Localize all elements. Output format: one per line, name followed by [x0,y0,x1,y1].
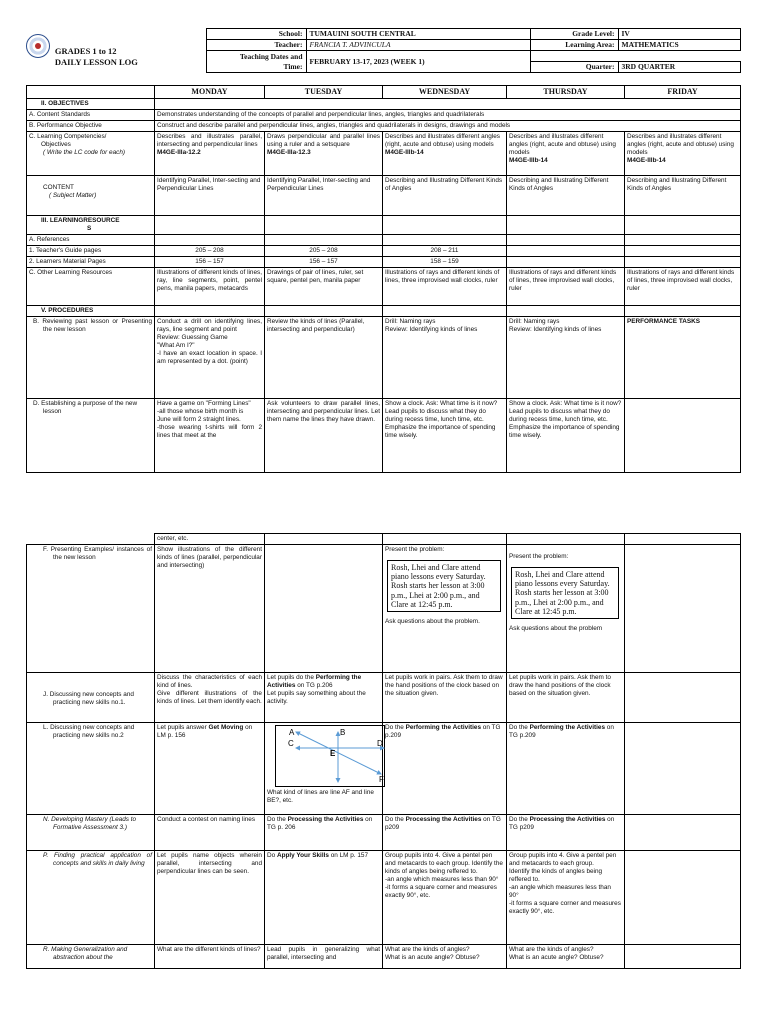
form-title [55,46,138,66]
discussing2-tuesday-question: What kind of lines are line AF and line BE?, etc. [267,789,374,804]
text-bold: Processing the Activities [287,816,364,823]
purpose-wednesday: Show a clock. Ask: What time is it now? Lead pupils to discuss what they do during recess time, lunch time, etc. Emphasize the importance of spending time wisely. [383,399,507,473]
text-bold: Get Moving [208,724,244,731]
discussing2-wednesday [383,723,507,815]
text-pre: Do the [509,816,530,823]
ask-questions-text: Ask questions about the problem [509,624,603,632]
resources-heading [27,216,155,235]
text-bold: Performing the Activities [267,674,362,689]
lm-monday: 156 – 157 [155,257,265,268]
text-pre: Do [267,852,277,859]
other-resources-label: C. Other Learning Resources [27,268,155,306]
days-header-row [27,86,741,99]
text-post: on TG p.209 [509,724,614,739]
text-pre: Do the [385,816,406,823]
discussing1-wednesday: Let pupils work in pairs. Ask them to draw the hand positions of the clock based on the situation given. [383,673,507,723]
form-title-line2: DAILY LESSON LOG [54,56,138,67]
finding-monday: Let pupils name objects wherein parallel, intersecting and perpendicular lines can be seen. [155,851,265,945]
lm-label: 2. Learners Material Pages [27,257,155,268]
tg-label: 1. Teacher's Guide pages [27,246,155,257]
lc-monday [155,132,265,176]
presenting-label: F. Presenting Examples/ instances of the new lesson [27,545,155,673]
generalization-label: R. Making Generalization and abstraction about the [27,945,155,969]
label-a: A [289,728,295,737]
lines-diagram [276,726,386,788]
text-post: on LM p. 157 [328,852,369,859]
ask-questions-text: Ask questions about the problem. [385,617,480,625]
presenting-thursday [507,545,625,673]
purpose-thursday: Show a clock. Ask: What time is it now? Lead pupils to discuss what they do during recess time, lunch time, etc. Emphasize the importance of spending time wisely. [507,399,625,473]
purpose-label: D. Establishing a purpose of the new lesson [27,399,155,473]
text-pre: Do the [509,724,530,731]
label-b: B [340,728,346,737]
content-wednesday: Describing and Illustrating Different Kinds of Angles [383,176,507,216]
content-label-main: CONTENT [43,184,74,191]
school-label: School: [206,29,306,40]
discussing2-tuesday [265,723,383,815]
tg-monday: 205 – 208 [155,246,265,257]
content-label-sub: ( Subject Matter) [49,192,97,199]
form-title-line1: GRADES 1 to 12 [54,46,117,57]
lc-thursday [507,132,625,176]
dates-label [206,51,306,73]
discussing1-tuesday [265,673,383,723]
review-label: B. Reviewing past lesson or Presenting the new lesson [27,317,155,399]
generalization-tuesday: Lead pupils in generalizing what parallel, intersecting and [265,945,383,969]
references-label: A. References [27,235,155,246]
content-standards-value: Demonstrates understanding of the concepts of parallel and perpendicular lines, angles, triangles and quadrilaterals [155,110,741,121]
lc-text: Describes and illustrates different angles (right, acute and obtuse) using models [509,133,616,156]
text-bold: Performing the Activities [405,724,482,731]
text-post: on LM p. 156 [157,724,253,739]
content-thursday: Describing and Illustrating Different Kinds of Angles [507,176,625,216]
lc-text: Describes and illustrates different angles (right, acute and obtuse) using models [627,133,734,156]
discussing1-monday: Discuss the characteristics of each kind of lines. Give different illustrations of the kinds of lines. Let them identify each. [155,673,265,723]
procedures-heading: V. PROCEDURES [27,306,155,317]
text-post: on TG p209 [385,816,501,831]
dates-label-line1: Teaching Dates and [239,52,303,62]
finding-label: P. Finding practical application of concepts and skills in daily living [27,851,155,945]
mastery-label: N. Developing Mastery (Leads to Formative Assessment 3.) [27,815,155,851]
content-standards-label: A. Content Standards [27,110,155,121]
content-friday: Describing and Illustrating Different Kinds of Angles [625,176,741,216]
lc-wednesday [383,132,507,176]
lc-label-line2: Objectives [41,141,71,148]
other-monday: Illustrations of different kinds of lines, ray, line segments, point, pentel pens, manila papers, metacards [155,268,265,306]
review-thursday: Drill: Naming rays Review: Identifying kinds of lines [507,317,625,399]
other-thursday: Illustrations of rays and different kinds of lines, three improvised wall clocks, ruler [507,268,625,306]
text-pre: Do the [385,724,406,731]
dates-value: FEBRUARY 13-17, 2023 (WEEK 1) [306,51,530,73]
text-pre: Do the [267,816,288,823]
purpose-tuesday: Ask volunteers to draw parallel lines, intersecting and perpendicular lines. Let them name the lines they have drawn. [265,399,383,473]
finding-wednesday: Group pupils into 4. Give a pentel pen and metacards to each group. Identify the kinds of angles being reffered to. -an angle which measures less than 90° -it forms a square corner and measures exactly 90°, etc. [383,851,507,945]
dates-label-line2: Time: [283,61,303,71]
resources-heading-line1: III. LEARNINGRESOURCE [41,217,120,224]
review-friday: PERFORMANCE TASKS [625,317,741,399]
generalization-monday: What are the different kinds of lines? [155,945,265,969]
school-value: TUMAUINI SOUTH CENTRAL [306,29,530,40]
day-friday: FRIDAY [625,86,741,99]
content-monday: Identifying Parallel, Inter-secting and Perpendicular Lines [155,176,265,216]
text-bold: Processing the Activities [529,816,606,823]
discussing2-label: L. Discussing new concepts and practicing new skills no.2 [27,723,155,815]
text-bold: Apply Your Skills [276,852,329,859]
discussing2-monday [155,723,265,815]
content-label [27,176,155,216]
label-c: C [288,739,294,748]
discussing1-label: J. Discussing new concepts and practicing new skills no.1. [27,673,155,723]
tg-tuesday: 205 – 208 [265,246,383,257]
deped-seal-icon [26,34,50,58]
finding-tuesday [265,851,383,945]
day-tuesday: TUESDAY [265,86,383,99]
area-label: Learning Area: [530,40,618,51]
label-e: E [330,749,336,758]
present-problem-label: Present the problem: [509,553,569,560]
performance-label: B. Performance Objective [27,121,155,132]
teacher-label: Teacher: [206,40,306,51]
purpose-monday: Have a game on "Forming Lines" -all those whose birth month is June will form 2 straight lines. -those wearing t-shirts will form 2 lines that meet at the [155,399,265,473]
day-wednesday: WEDNESDAY [383,86,507,99]
other-tuesday: Drawings of pair of lines, ruler, set square, pentel pen, manila paper [265,268,383,306]
lm-thursday [507,257,625,268]
generalization-thursday: What are the kinds of angles? What is an acute angle? Obtuse? [507,945,625,969]
discussing2-thursday [507,723,625,815]
label-d: D [377,739,383,748]
presenting-wednesday [383,545,507,673]
lesson-table-page2 [26,533,741,969]
lc-code: M4GE-IIIb-14 [385,149,424,156]
header-table [26,28,741,73]
quarter-value: 3RD QUARTER [618,62,740,73]
lc-text: Describes and illustrates parallel, intersecting and perpendicular lines [157,133,262,148]
lm-tuesday: 156 – 157 [265,257,383,268]
discussing1-thursday: Let pupils work in pairs. Ask them to draw the hand positions of the clock based on the situation given. [507,673,625,723]
objectives-heading: II. OBJECTIVES [27,99,155,110]
lc-label-line1: C. Learning Competencies/ [29,133,107,140]
review-tuesday: Review the kinds of lines (Parallel, intersecting and perpendicular) [265,317,383,399]
day-thursday: THURSDAY [507,86,625,99]
finding-thursday: Group pupils into 4. Give a pentel pen and metacards to each group. Identify the kinds of angles being reffered to. -an angle which measures less than 90° -it forms a square corner and measures exactly 90°, etc. [507,851,625,945]
mastery-tuesday [265,815,383,851]
text-post: on TG p.206 Let pupils say something about the activity. [267,682,366,705]
problem-box: Rosh, Lhei and Clare attend piano lessons every Saturday. Rosh starts her lesson at 3:00 p.m., Lhei at 2:00 p.m., and Clare at 12:45 p.m. [387,560,501,612]
purpose-friday [625,399,741,473]
performance-value: Construct and describe parallel and perpendicular lines, angles, triangles and quadrilaterals in designs, drawings and models [155,121,741,132]
grade-label: Grade Level: [530,29,618,40]
tg-wednesday: 208 – 211 [383,246,507,257]
content-tuesday: Identifying Parallel, Inter-secting and Perpendicular Lines [265,176,383,216]
present-problem-label: Present the problem: [385,546,445,553]
lines-figure [275,725,385,787]
lesson-table-page1 [26,85,741,473]
lc-code: M4GE-IIIb-14 [509,157,548,164]
lc-text: Draws perpendicular and parallel lines using a ruler and a setsquare [267,133,380,148]
lc-code: M4GE-IIIa-12.3 [267,149,311,156]
day-monday: MONDAY [155,86,265,99]
text-pre: Let pupils do the [267,674,316,681]
lm-wednesday: 158 – 159 [383,257,507,268]
mastery-thursday [507,815,625,851]
label-f: F [379,775,384,784]
tg-thursday [507,246,625,257]
review-wednesday: Drill: Naming rays Review: Identifying kinds of lines [383,317,507,399]
lm-friday [625,257,741,268]
lc-code: M4GE-IIIa-12.2 [157,149,201,156]
text-bold: Performing the Activities [529,724,606,731]
lc-friday [625,132,741,176]
lc-label [27,132,155,176]
review-monday: Conduct a drill on identifying lines, rays, line segment and point Review: Guessing Game "What Am I?" -I have an exact location in space. I am represented by a dot. (point) [155,317,265,399]
text-post: on TG p209 [509,816,615,831]
text-post: on TG p. 206 [267,816,373,831]
generalization-wednesday: What are the kinds of angles? What is an acute angle? Obtuse? [383,945,507,969]
text-pre: Let pupils answer [157,724,209,731]
quarter-label: Quarter: [530,62,618,73]
lc-text: Describes and illustrates different angles (right, acute and obtuse) using models [385,133,500,148]
tg-friday [625,246,741,257]
text-post: on TG p.209 [385,724,501,739]
text-bold: Processing the Activities [405,816,482,823]
presenting-monday: Show illustrations of the different kinds of lines (parallel, perpendicular and intersecting) [155,545,265,673]
mastery-monday: Conduct a contest on naming lines [155,815,265,851]
lc-tuesday [265,132,383,176]
mastery-wednesday [383,815,507,851]
grade-value: IV [618,29,740,40]
other-friday: Illustrations of rays and different kinds of lines, three improvised wall clocks, ruler [625,268,741,306]
other-wednesday: Illustrations of rays and different kinds of lines, three improvised wall clocks, ruler [383,268,507,306]
continuation-text: center, etc. [155,534,265,545]
lc-label-line3: ( Write the LC code for each) [43,149,126,156]
resources-heading-line2: S [87,225,92,232]
area-value: MATHEMATICS [618,40,740,51]
lc-code: M4GE-IIIb-14 [627,157,666,164]
teacher-value: FRANCIA T. ADVINCULA [306,40,530,51]
problem-box: Rosh, Lhei and Clare attend piano lessons every Saturday. Rosh starts her lesson at 3:00 p.m., Lhei at 2:00 p.m., and Clare at 12:45 p.m. [511,567,619,619]
